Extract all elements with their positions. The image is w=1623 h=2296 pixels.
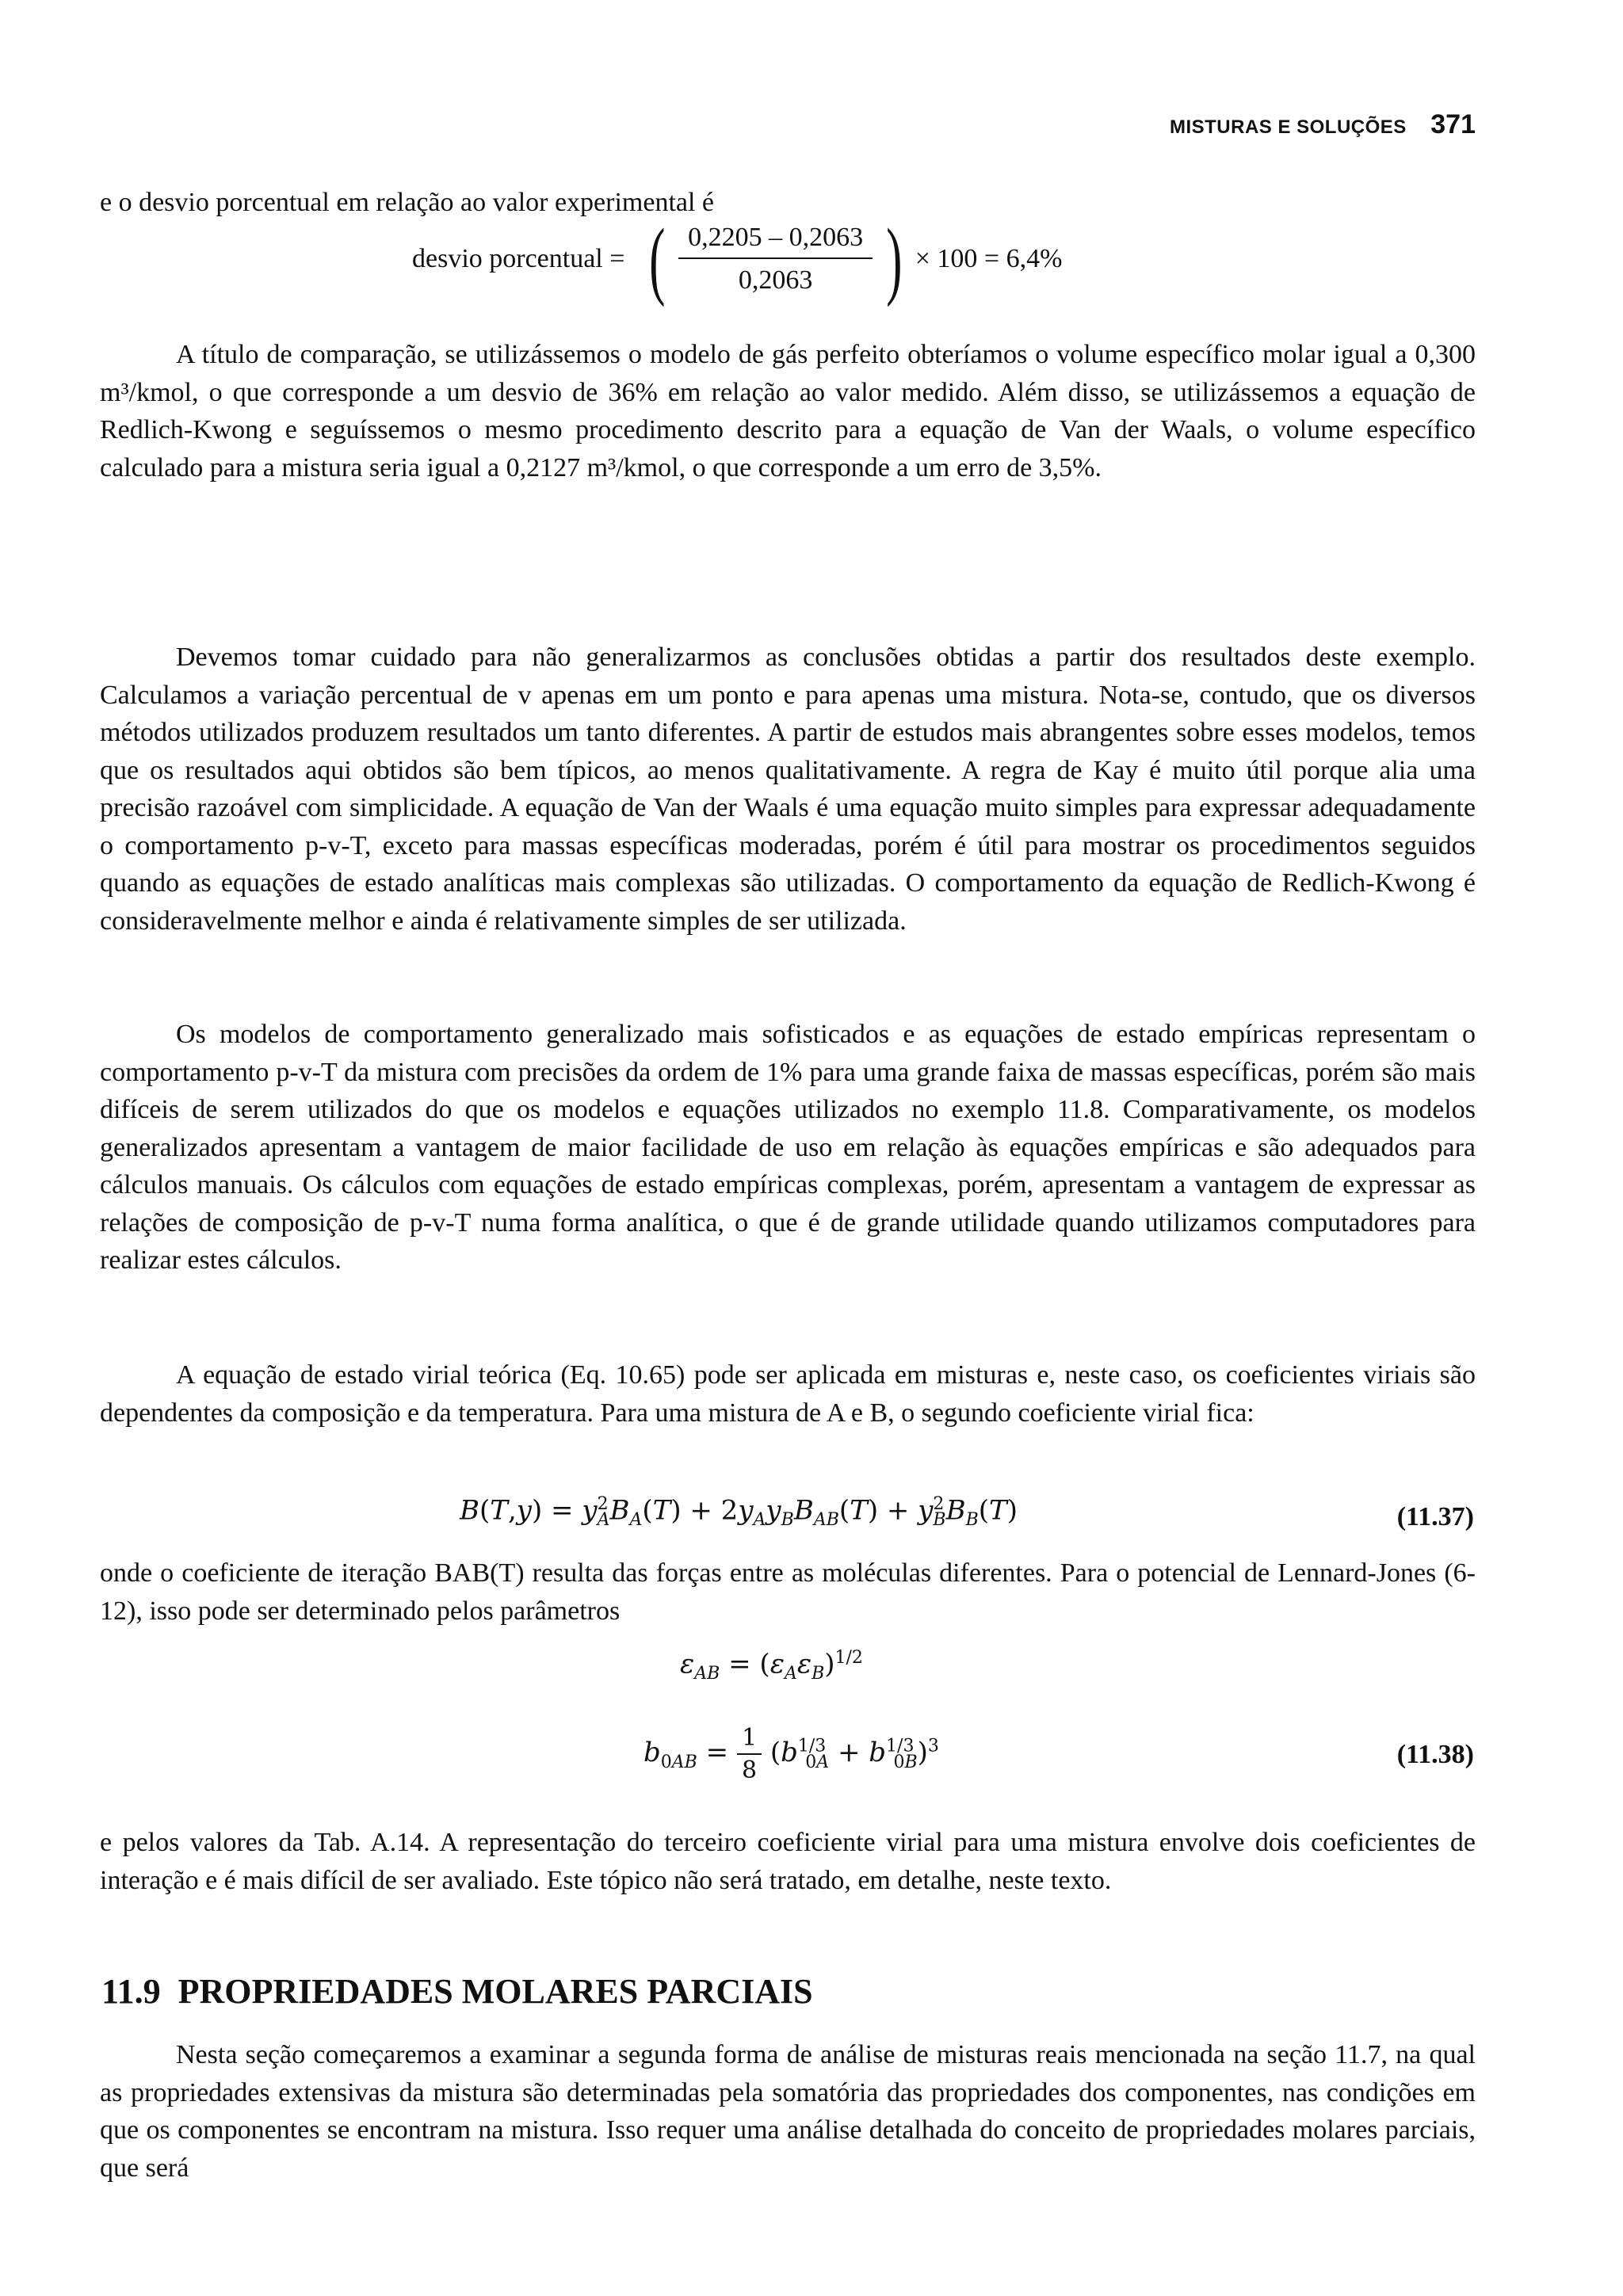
fraction [678,223,873,296]
paragraph-1: A título de comparação, se utilizássemos o modelo de gás perfeito obteríamos o volume específico molar igual a 0,300 m³/kmol, o que corresponde a um desvio de 36% em relação ao valor medido. Além disso, se utilizássemos a equação de Redlich-Kwong e seguíssemos o mesmo procedimento descrito para a equação de Van der Waals, o volume específico calculado para a mistura seria igual a 0,2127 m³/kmol, o que corresponde a um erro de 3,5%. [100,340,1476,482]
equation-desvio-rhs: × 100 = 6,4% [915,244,1063,273]
fraction-numerator: 0,2205 – 0,2063 [678,223,873,259]
equation-11-38-line-2: $b_{0AB}$ = $\frac{1}{8}$ $(b^{1/3}_{0A} + b^{1/3}_{0B})^3$ [643,1724,939,1784]
section-number: 11.9 [101,1972,161,2011]
equation-11-37-number: (11.37) [1396,1502,1474,1531]
one-eighth-fraction: $\frac{1}{8}$ [737,1724,762,1784]
running-title: MISTURAS E SOLUÇÕES [1169,116,1407,138]
equation-11-38-line-1: $\varepsilon_{AB} = (\varepsilon_A\varepsilon_B)^{1/2}$ [680,1648,863,1684]
intro-line: e o desvio porcentual em relação ao valor experimental é [100,188,715,217]
paragraph-5: onde o coeficiente de iteração BAB(T) resulta das forças entre as moléculas diferentes. Para o potencial de Lennard-Jones (6-12), isso pode ser determinado pelos parâmetros [100,1558,1476,1626]
paragraph-7: Nesta seção começaremos a examinar a segunda forma de análise de misturas reais mencionada na seção 11.7, na qual as propriedades extensivas da mistura são determinadas pela somatória das propriedades dos componentes, nas condições em que os componentes se encontram na mistura. Isso requer uma análise detalhada do conceito de propriedades molares parciais, que será [100,2040,1476,2183]
section-heading [101,1971,813,2012]
page-number: 371 [1430,109,1476,139]
right-paren: ) [885,211,902,307]
section-title: PROPRIEDADES MOLARES PARCIAIS [178,1972,813,2011]
fraction-denominator: 0,2063 [738,265,813,295]
equation-11-38-number: (11.38) [1396,1740,1474,1769]
equation-desvio [412,211,1063,307]
paragraph-2: Devemos tomar cuidado para não generalizarmos as conclusões obtidas a partir dos resultados deste exemplo. Calculamos a variação percentual de v apenas em um ponto e para apenas uma mistura. Nota-se, contudo, que os diversos métodos utilizados produzem resultados um tanto diferentes. A partir de estudos mais abrangentes sobre esses modelos, temos que os resultados aqui obtidos são bem típicos, ao menos qualitativamente. A regra de Kay é muito útil porque alia uma precisão razoável com simplicidade. A equação de Van der Waals é uma equação muito simples para expressar adequadamente o comportamento p-v-T, exceto para massas específicas moderadas, porém é útil para mostrar os procedimentos seguidos quando as equações de estado analíticas mais complexas são utilizadas. O comportamento da equação de Redlich-Kwong é consideravelmente melhor e ainda é relativamente simples de ser utilizada. [100,643,1476,936]
equation-11-37: $B(T,y) = y^2_AB_A(T) + 2y_Ay_BB_{AB}(T) + y^2_BB_B(T)$ [460,1494,1018,1531]
paragraph-4: A equação de estado virial teórica (Eq. 10.65) pode ser aplicada em misturas e, neste caso, os coeficientes viriais são dependentes da composição e da temperatura. Para uma mistura de A e B, o segundo coeficiente virial fica: [100,1360,1476,1428]
running-header [1170,109,1476,140]
paragraph-6: e pelos valores da Tab. A.14. A representação do terceiro coeficiente virial para uma mistura envolve dois coeficientes de interação e é mais difícil de ser avaliado. Este tópico não será tratado, em detalhe, neste texto. [100,1828,1476,1895]
equation-desvio-label: desvio porcentual = [412,244,625,273]
paragraph-3: Os modelos de comportamento generalizado mais sofisticados e as equações de estado empíricas representam o comportamento p-v-T da mistura com precisões da ordem de 1% para uma grande faixa de massas específicas, porém são mais difíceis de serem utilizados do que os modelos e equações utilizados no exemplo 11.8. Comparativamente, os modelos generalizados apresentam a vantagem de maior facilidade de uso em relação às equações empíricas e são adequados para cálculos manuais. Os cálculos com equações de estado empíricas complexas, porém, apresentam a vantagem de expressar as relações de composição de p-v-T numa forma analítica, o que é de grande utilidade quando utilizamos computadores para realizar estes cálculos. [100,1020,1476,1275]
left-paren: ( [649,211,666,307]
